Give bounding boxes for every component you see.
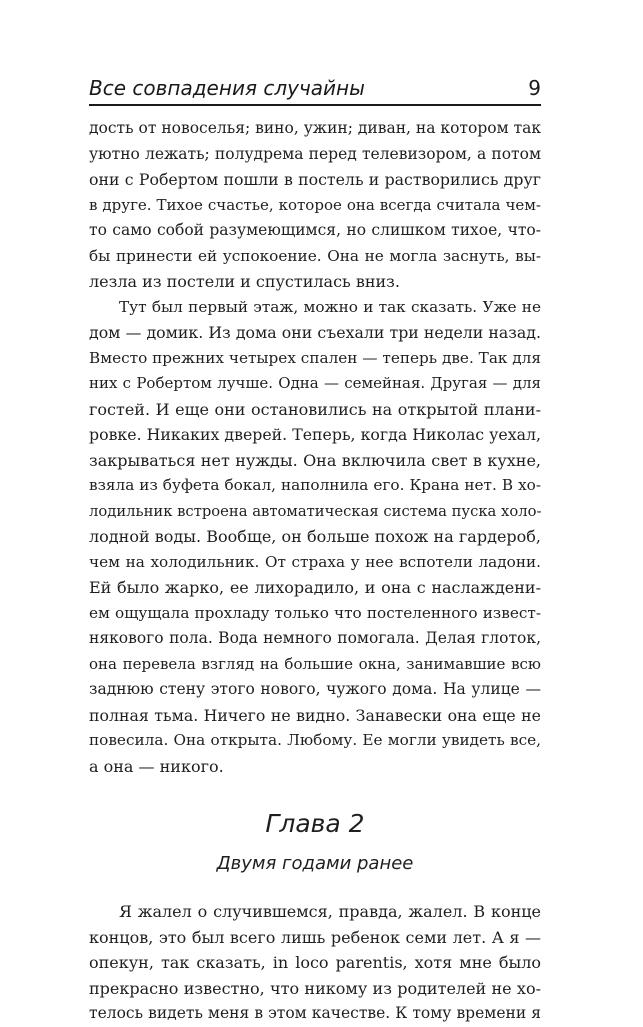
chapter-title: Глава 2	[265, 809, 365, 838]
text-line: заднюю стену этого нового, чужого дома. На улице —	[89, 680, 541, 698]
text-line: лезла из постели и спустилась вниз.	[89, 272, 400, 291]
paragraph	[89, 295, 541, 780]
text-line: повесила. Она открыта. Любому. Ее могли увидеть все,	[89, 731, 541, 749]
text-line: бы принести ей успокоение. Она не могла заснуть, вы-	[89, 246, 541, 265]
paragraph	[89, 116, 541, 295]
text-line: дом — домик. Из дома они съехали три недели назад.	[89, 323, 541, 342]
text-line: лодной воды. Вообще, он больше похож на гардероб,	[89, 527, 541, 546]
running-head	[89, 74, 541, 106]
text-line: полная тьма. Ничего не видно. Занавески она еще не	[89, 705, 541, 725]
text-line: закрываться нет нужды. Она включила свет в кухне,	[89, 450, 541, 470]
text-line: Я жалел о случившемся, правда, жалел. В конце	[119, 902, 541, 921]
text-line: взяла из буфета бокал, наполнила его. Крана нет. В хо-	[89, 476, 541, 494]
paragraph	[89, 899, 541, 1027]
text-line: концов, это был всего лишь ребенок семи лет. А я —	[89, 927, 541, 947]
text-line: а она — никого.	[89, 756, 224, 776]
text-line: Тут был первый этаж, можно и так сказать. Уже не	[119, 297, 541, 316]
text-line: Вместо прежних четырех спален — теперь две. Так для	[89, 348, 541, 367]
running-title: Все совпадения случайны	[89, 76, 365, 100]
text-line: в друге. Тихое счастье, которое она всегда считала чем-	[89, 195, 541, 214]
header-rule	[89, 104, 541, 106]
text-line: дость от новоселья; вино, ужин; диван, на котором так	[89, 119, 542, 137]
text-line: някового пола. Вода немного помогала. Делая глоток,	[89, 629, 541, 647]
page-number: 9	[528, 76, 541, 100]
text-line: Ей было жарко, ее лихорадило, и она с наслаждени-	[89, 578, 541, 597]
text-line: уютно лежать; полудрема перед телевизором, а потом	[89, 144, 541, 163]
text-line: ем ощущала прохладу только что постеленного извест-	[89, 603, 541, 622]
text-line: чем на холодильник. От страха у нее вспотели ладони.	[89, 552, 541, 571]
text-line: телось видеть меня в этом качестве. К тому времени я	[89, 1004, 541, 1022]
text-line: она перевела взгляд на большие окна, занимавшие всю	[89, 654, 541, 673]
text-line: прекрасно известно, что никому из родителей не хо-	[89, 978, 541, 998]
text-line: них с Робертом лучше. Одна — семейная. Другая — для	[89, 374, 541, 392]
page-body	[89, 116, 541, 1027]
text-line: ровке. Никаких дверей. Теперь, когда Николас уехал,	[89, 425, 541, 444]
chapter-subtitle: Двумя годами ранее	[216, 853, 414, 874]
text-line: лодильник встроена автоматическая система пуска холо-	[89, 502, 542, 520]
text-line: гостей. И еще они остановились на открытой плани-	[89, 399, 541, 419]
text-line: то само собой разумеющимся, но слишком тихое, что-	[89, 221, 541, 239]
text-line: они с Робертом пошли в постель и растворились друг	[89, 170, 541, 189]
text-line: опекун, так сказать, in loco parentis, хотя мне было	[89, 953, 541, 972]
